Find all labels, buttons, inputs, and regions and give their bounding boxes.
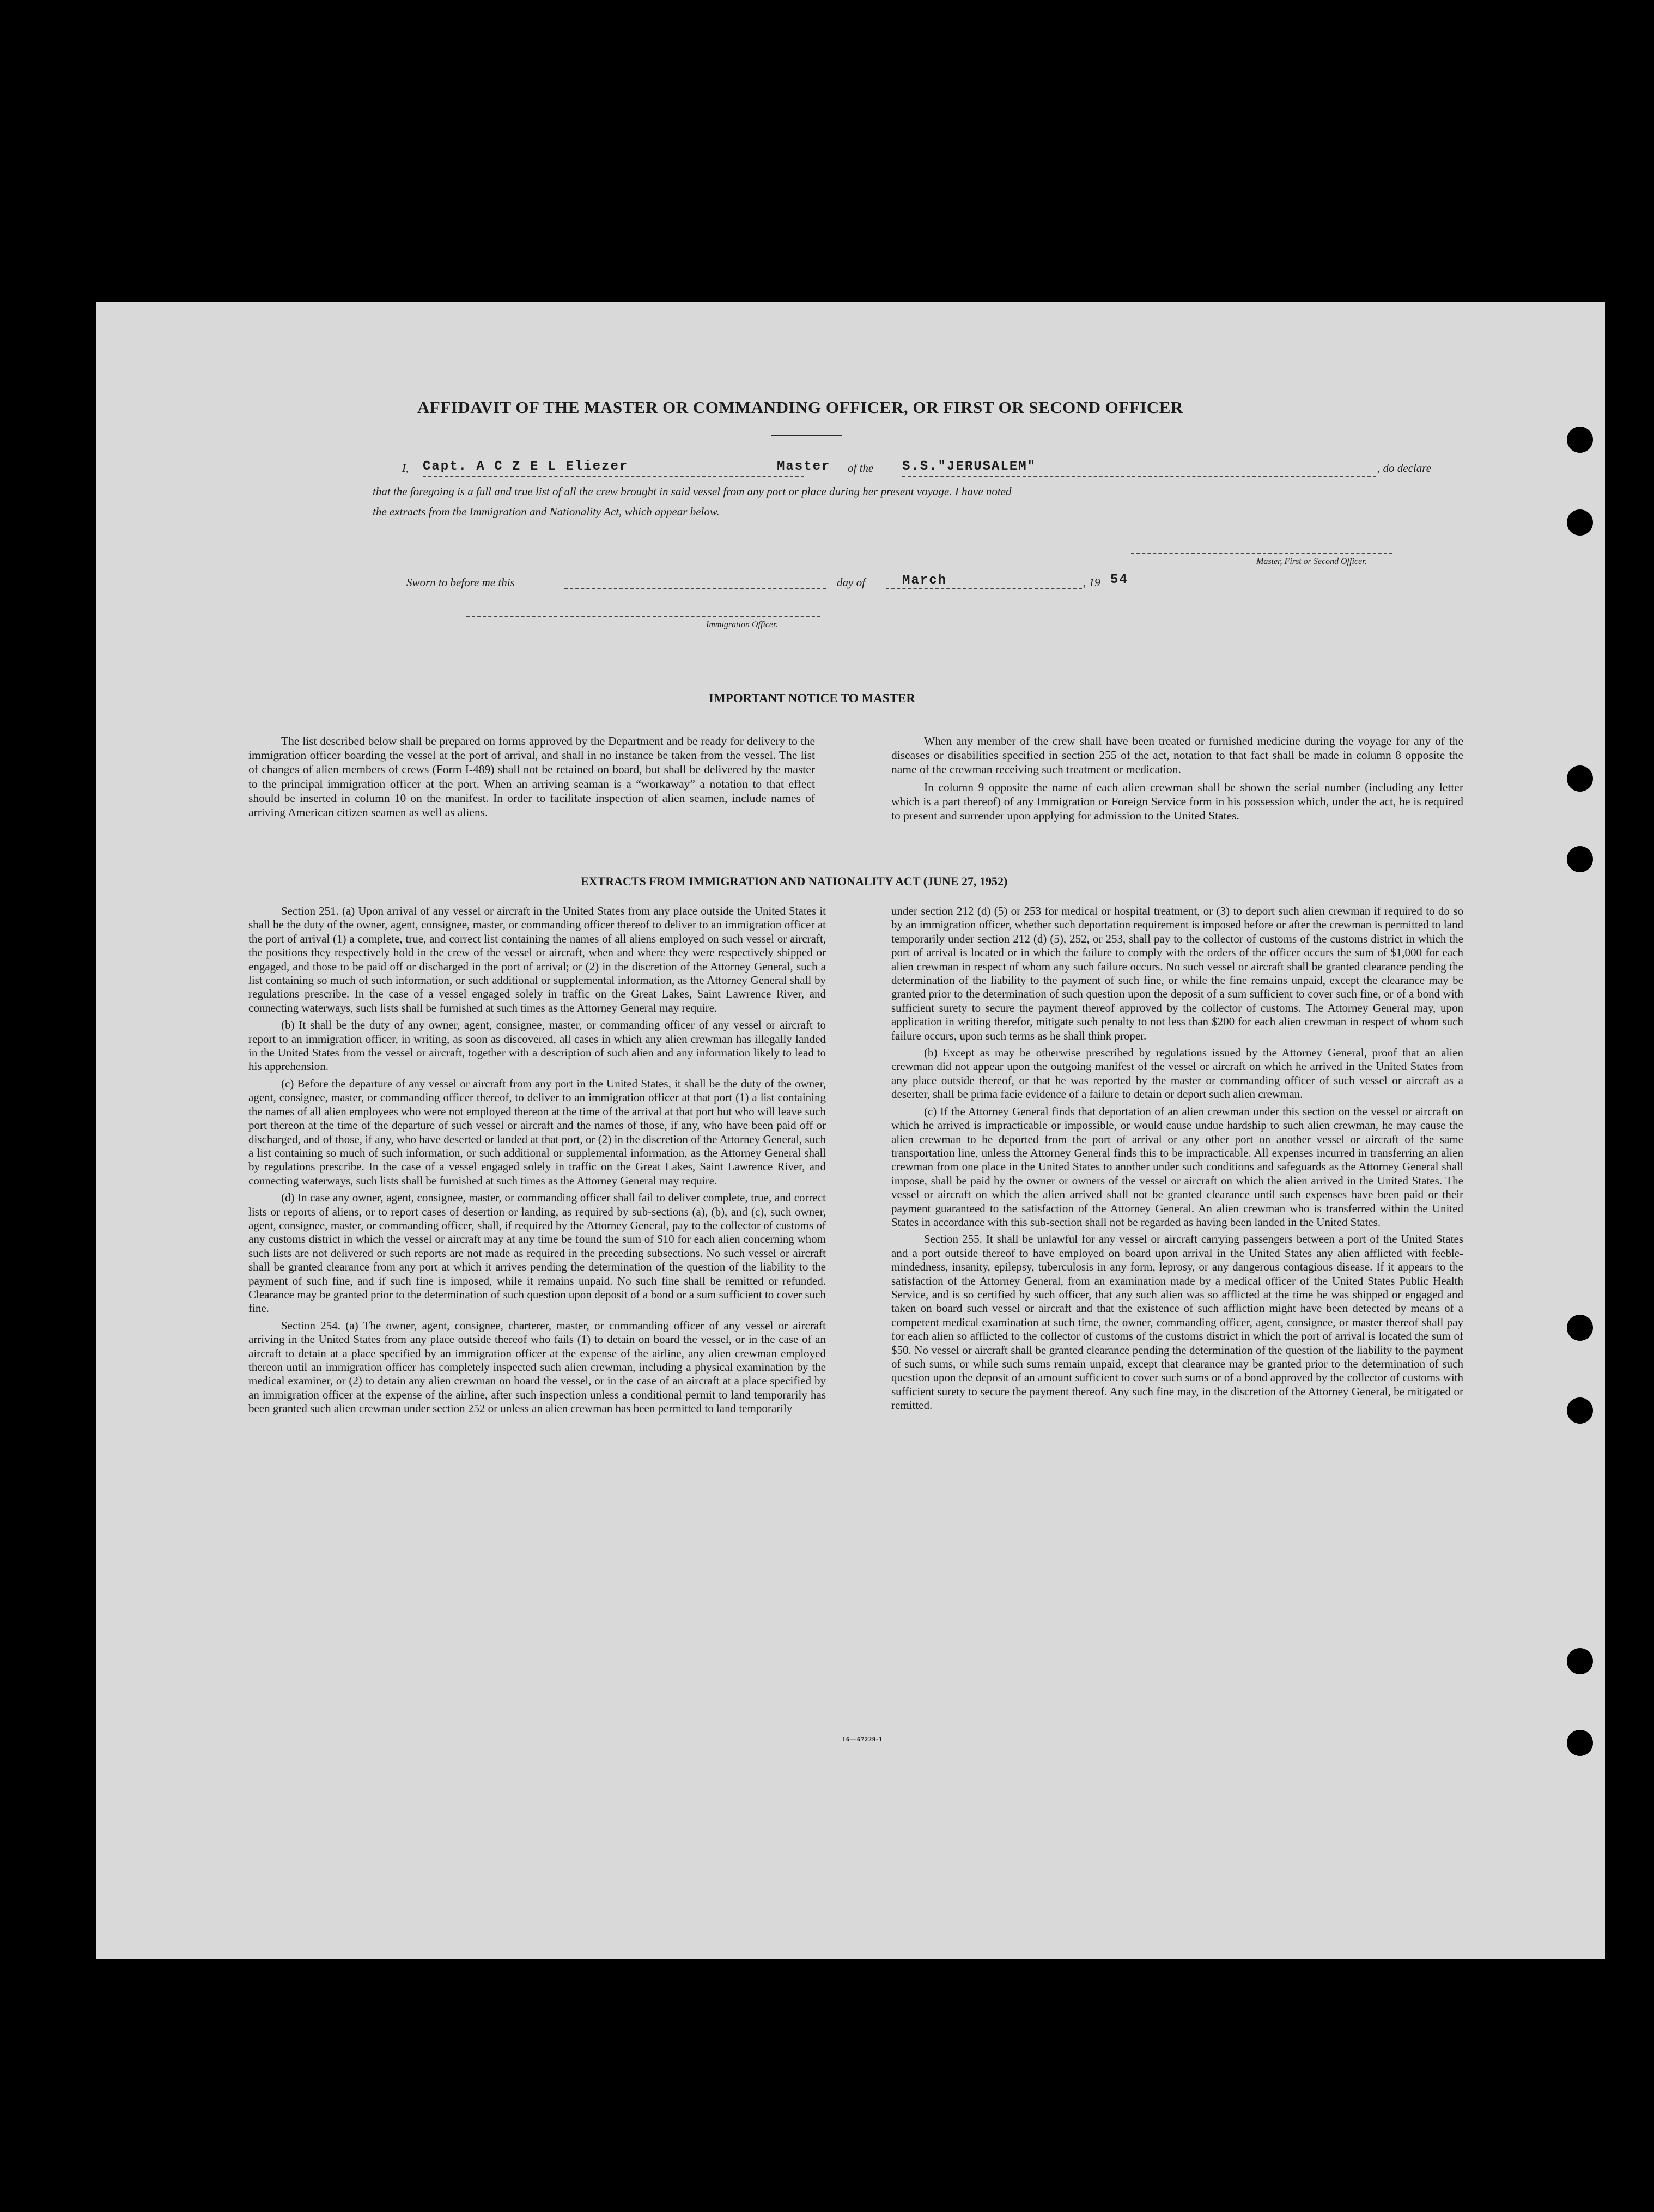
section-254-a-cont: under section 212 (d) (5) or 253 for medical or hospital treatment, or (3) to deport such alien crewman if required to do so by an immigration officer, whether such deportation requirement is imposed before or after the crewman is permitted to land temporarily under section 212 (d) (5), 252, or 253, shall pay to the collector of customs of the customs district in which the port of arrival is located or in which the failure to comply with the orders of the officer occurs the sum of $1,000 for each alien crewman in respect of whom any such failure occurs. No such vessel or aircraft shall be granted clearance pending the determination of the liability to the payment of such fine, or while the fine remains unpaid, except the clearance may be granted prior to the determination of such question upon the deposit of a sum sufficient to cover such fine, or of a bond with sufficient surety to secure the payment thereof approved by the collector of customs. The Attorney General may, upon application in writing therefor, mitigate such penalty to not less than $200 for each alien crewman in respect of whom such failure occurs, upon such terms as he shall think proper. <box>891 904 1463 1042</box>
vessel-line <box>902 476 1376 477</box>
sworn-label: Sworn to before me this <box>406 576 515 589</box>
month-line <box>886 588 1082 589</box>
punch-hole <box>1567 1315 1593 1341</box>
punch-hole <box>1567 509 1593 536</box>
signature-caption: Master, First or Second Officer. <box>1256 557 1367 566</box>
immigration-officer-line <box>466 616 820 617</box>
sworn-day-line <box>564 588 826 589</box>
notice-left-column <box>248 734 815 823</box>
of-the-label: of the <box>848 461 874 475</box>
section-255: Section 255. It shall be unlawful for any vessel or aircraft carrying passengers between a port of the United States and a port outside thereof to have employed on board upon arrival in the United States any alien afflicted with feeble-mindedness, insanity, epilepsy, tuberculosis in any form, leprosy, or any dangerous contagious disease. If it appears to the satisfaction of the Attorney General, from an examination made by a medical officer of the United States Public Health Service, and is so certified by such officer, that any such alien was so afflicted at the time he was shipped or engaged and taken on board such vessel or aircraft and that the existence of such affliction might have been detected by means of a competent medical examination at such time, the owner, commanding officer, agent, consignee, or master thereof shall pay for each alien so afflicted to the collector of customs of the customs district in which the port of arrival is located the sum of $50. No vessel or aircraft shall be granted clearance pending the determination of the question of the liability to the payment of such sums, or while such sums remain unpaid, except that clearance may be granted prior to the determination of such question upon the deposit of an amount sufficient to cover such sums or of a bond approved by the collector of customs with sufficient surety to secure the payment thereof. Any such fine may, in the discretion of the Attorney General, be mitigated or remitted. <box>891 1232 1463 1412</box>
notice-right-paragraph-1: When any member of the crew shall have been treated or furnished medicine during the voyage for any of the diseases or disabilities specified in section 255 of the act, notation to that fact shall be made in column 8 opposite the name of the crewman receiving such treatment or medication. <box>891 734 1463 776</box>
month-filled: March <box>902 573 947 588</box>
name-line <box>423 476 804 477</box>
master-name-filled: Capt. A C Z E L Eliezer <box>423 459 629 474</box>
notice-right-column <box>891 734 1463 826</box>
punch-hole <box>1567 1730 1593 1756</box>
punch-hole <box>1567 765 1593 792</box>
master-signature-line <box>1131 553 1392 554</box>
do-declare-label: , do declare <box>1377 461 1431 475</box>
notice-heading: IMPORTANT NOTICE TO MASTER <box>709 691 915 705</box>
day-of-label: day of <box>837 576 865 589</box>
affidavit-line-3: the extracts from the Immigration and Nationality Act, which appear below. <box>373 505 720 518</box>
role-filled: Master <box>777 459 831 474</box>
section-251-d: (d) In case any owner, agent, consignee, master, or commanding officer shall fail to deliver complete, true, and correct lists or reports of aliens, or to report cases of desertion or landing, as required by sub-sections (a), (b), and (c), such owner, agent, consignee, master, or commanding officer, shall, if required by the Attorney General, pay to the collector of customs of any customs district in which the vessel or aircraft may at any time be found the sum of $10 for each alien concerning whom such lists are not delivered or such reports are not made as required in the preceding subsections. No such vessel or aircraft shall be granted clearance from any port at which it arrives pending the determination of the question of the liability to the payment of such fine, and if such fine is imposed, while it remains unpaid. No such fine shall be remitted or refunded. Clearance may be granted prior to the determination of such question upon deposit of a bond or a sum sufficient to cover such fine. <box>248 1191 826 1315</box>
notice-right-paragraph-2: In column 9 opposite the name of each alien crewman shall be shown the serial number (including any letter which is a part thereof) of any Immigration or Foreign Service form in his possession which, under the act, he is required to present and surrender upon applying for admission to the United States. <box>891 780 1463 823</box>
section-254-c: (c) If the Attorney General finds that deportation of an alien crewman under this section on the vessel or aircraft on which he arrived is impracticable or impossible, or would cause undue hardship to such alien crewman, he may cause the alien crewman to be deported from the port of arrival or any other port on another vessel or aircraft of the same transportation line, unless the Attorney General finds this to be impracticable. All expenses incurred in transferring an alien crewman from one place in the United States to another under such conditions and safeguards as the Attorney General shall impose, shall be paid by the owner or owners of the vessel or aircraft on which the alien arrived in the United States. The vessel or aircraft on which the alien arrived shall not be granted clearance until such expenses have been paid or their payment guaranteed to the satisfaction of the Attorney General. An alien crewman who is transferred within the United States in accordance with this sub-section shall not be regarded as having been landed in the United States. <box>891 1104 1463 1229</box>
punch-hole <box>1567 1397 1593 1424</box>
year-filled: 54 <box>1110 573 1128 587</box>
title-rule <box>771 435 842 436</box>
affidavit-prefix: I, <box>402 461 409 475</box>
document-page <box>96 302 1605 1959</box>
extracts-left-column <box>248 904 826 1419</box>
officer-caption: Immigration Officer. <box>706 620 778 629</box>
punch-hole <box>1567 1648 1593 1674</box>
punch-hole <box>1567 427 1593 453</box>
punch-hole <box>1567 846 1593 872</box>
notice-left-paragraph: The list described below shall be prepared on forms approved by the Department and be ready for delivery to the immigration officer boarding the vessel at the port of arrival, and shall in no instance be taken from the vessel. The list of changes of alien members of crews (Form I-489) shall not be retained on board, but shall be delivered by the master to the principal immigration officer at the port. When an arriving seaman is a “workaway” a notation to that effect should be inserted in column 10 on the manifest. In order to facilitate inspection of alien seamen, include names of arriving American citizen seamen as well as aliens. <box>248 734 815 819</box>
section-251-c: (c) Before the departure of any vessel or aircraft from any port in the United States, it shall be the duty of the owner, agent, consignee, master, or commanding officer thereof, to deliver to an immigration officer at that port (1) a list containing the names of all alien employees who were not employed thereon at the time of the arrival at that port but who will leave such port thereon at the time of the departure of such vessel or aircraft and the names of those, if any, who have been paid off or discharged, and of those, if any, who have deserted or landed at that port, or (2) in the discretion of the Attorney General, such a list containing so much of such information, or such additional or supplemental information, as the Attorney General shall by regulations prescribe. In the case of a vessel engaged solely in traffic on the Great Lakes, Saint Lawrence River, and connecting waterways, such lists shall be furnished at such times as the Attorney General may require. <box>248 1077 826 1187</box>
section-251-a: Section 251. (a) Upon arrival of any vessel or aircraft in the United States from any place outside the United States it shall be the duty of the owner, agent, consignee, master, or commanding officer thereof to deliver to an immigration officer at the port of arrival (1) a complete, true, and correct list containing the names of all aliens employed on such vessel or aircraft, the positions they respectively hold in the crew of the vessel or aircraft, when and where they were respectively shipped or engaged, and those to be paid off or discharged in the port of arrival; or (2) in the discretion of the Attorney General, such a list containing so much of such information, or such additional or supplemental information, as the Attorney General shall by regulations prescribe. In the case of a vessel engaged solely in traffic on the Great Lakes, Saint Lawrence River, and connecting waterways, such lists shall be furnished at such times as the Attorney General may require. <box>248 904 826 1014</box>
extracts-right-column <box>891 904 1463 1416</box>
affidavit-line-2: that the foregoing is a full and true list of all the crew brought in said vessel from any port or place during her present voyage. I have noted <box>373 485 1012 498</box>
year-prefix: , 19 <box>1083 576 1100 589</box>
extracts-heading: EXTRACTS FROM IMMIGRATION AND NATIONALITY ACT (JUNE 27, 1952) <box>581 874 1008 888</box>
section-254-a: Section 254. (a) The owner, agent, consignee, charterer, master, or commanding officer of any vessel or aircraft arriving in the United States from any place outside thereof who fails (1) to detain on board the vessel, or in the case of an aircraft to detain at a place specified by an immigration officer at the expense of the airline, any alien crewman employed thereon until an immigration officer has completely inspected such alien crewman, including a physical examination by the medical examiner, or (2) to detain any alien crewman on board the vessel, or in the case of an aircraft at a place specified by an immigration officer at the expense of the airline, after such inspection unless a conditional permit to land temporarily has been granted such alien crewman under section 252 or unless an alien crewman has been permitted to land temporarily <box>248 1318 826 1415</box>
form-code: 16—67229-1 <box>842 1735 883 1743</box>
section-254-b: (b) Except as may be otherwise prescribed by regulations issued by the Attorney General, proof that an alien crewman did not appear upon the outgoing manifest of the vessel or aircraft on which he arrived in the United States from any place outside thereof, or that he was reported by the master or commanding officer of such vessel or aircraft as a deserter, shall be prima facie evidence of a failure to detain or deport such alien crewman. <box>891 1046 1463 1101</box>
page-title: AFFIDAVIT OF THE MASTER OR COMMANDING OFFICER, OR FIRST OR SECOND OFFICER <box>417 398 1183 417</box>
vessel-filled: S.S."JERUSALEM" <box>902 459 1037 474</box>
section-251-b: (b) It shall be the duty of any owner, agent, consignee, master, or commanding officer of any vessel or aircraft to report to an immigration officer, in writing, as soon as discovered, all cases in which any alien crewman has illegally landed in the United States from the vessel or aircraft, together with a description of such alien and any information likely to lead to his apprehension. <box>248 1018 826 1073</box>
